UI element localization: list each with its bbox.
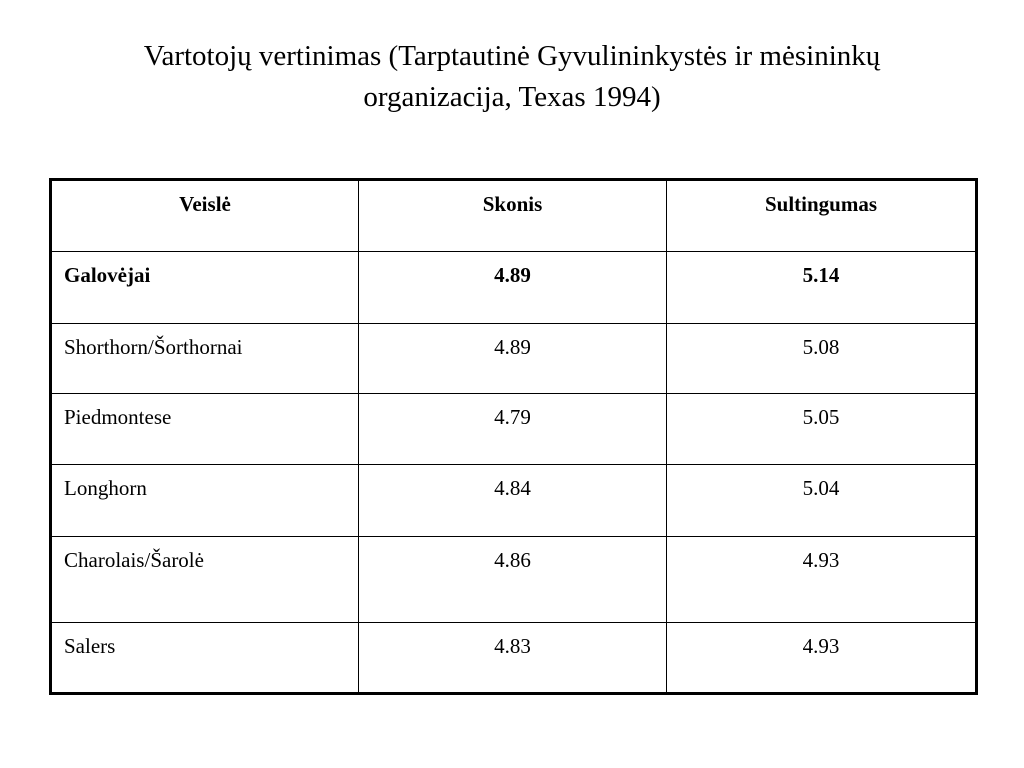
juiciness-cell: 5.08 xyxy=(667,324,977,394)
header-taste: Skonis xyxy=(359,180,667,252)
header-breed: Veislė xyxy=(51,180,359,252)
juiciness-cell: 4.93 xyxy=(667,537,977,623)
table-row xyxy=(51,537,977,623)
table-row xyxy=(51,465,977,537)
taste-cell: 4.79 xyxy=(359,394,667,465)
breed-cell: Piedmontese xyxy=(51,394,359,465)
slide-title xyxy=(40,36,984,118)
juiciness-cell: 5.05 xyxy=(667,394,977,465)
ratings-table xyxy=(49,178,978,695)
taste-cell: 4.84 xyxy=(359,465,667,537)
table-row xyxy=(51,394,977,465)
juiciness-cell: 5.14 xyxy=(667,252,977,324)
breed-cell: Charolais/Šarolė xyxy=(51,537,359,623)
juiciness-cell: 4.93 xyxy=(667,623,977,694)
title-line-1: Vartotojų vertinimas (Tarptautinė Gyvulininkystės ir mėsininkų xyxy=(143,40,881,72)
header-juiciness: Sultingumas xyxy=(667,180,977,252)
table-row xyxy=(51,252,977,324)
breed-cell: Salers xyxy=(51,623,359,694)
taste-cell: 4.89 xyxy=(359,324,667,394)
breed-cell: Shorthorn/Šorthornai xyxy=(51,324,359,394)
taste-cell: 4.89 xyxy=(359,252,667,324)
title-line-2: organizacija, Texas 1994) xyxy=(363,81,661,113)
taste-cell: 4.86 xyxy=(359,537,667,623)
table-header-row xyxy=(51,180,977,252)
taste-cell: 4.83 xyxy=(359,623,667,694)
breed-cell: Galovėjai xyxy=(51,252,359,324)
breed-cell: Longhorn xyxy=(51,465,359,537)
table-row xyxy=(51,623,977,694)
juiciness-cell: 5.04 xyxy=(667,465,977,537)
table-row xyxy=(51,324,977,394)
